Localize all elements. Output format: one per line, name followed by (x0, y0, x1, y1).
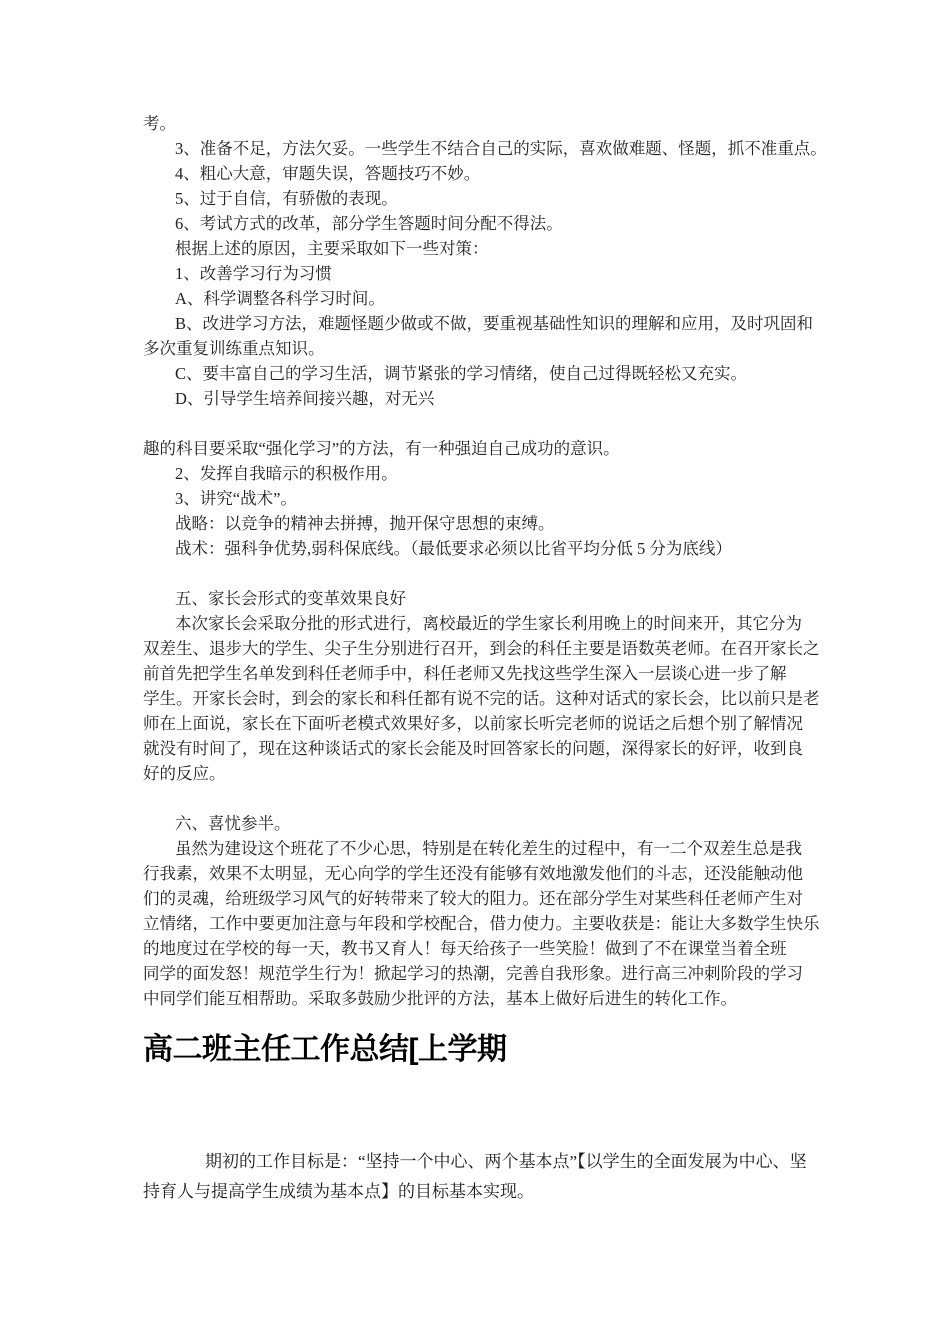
text-line: 的地度过在学校的每一天，教书又育人！每天给孩子一些笑脸！做到了不在课堂当着全班 (143, 939, 787, 958)
text-line: 前首先把学生名单发到科任老师手中，科任老师又先找这些学生深入一层谈心进一步了解 (143, 664, 787, 683)
text-line: 虽然为建设这个班花了不少心思，特别是在转化差生的过程中，有一二个双差生总是我 (175, 839, 802, 858)
text-line: 行我素，效果不太明显，无心向学的学生还没有能够有效地激发他们的斗志，还没能触动他 (143, 864, 803, 883)
text-line: D、引导学生培养间接兴趣，对无兴 (175, 389, 435, 408)
document-body-text (143, 111, 830, 1011)
text-line: 考。 (143, 114, 176, 133)
blank-line (143, 561, 830, 586)
text-line: 2、发挥自我暗示的积极作用。 (175, 464, 398, 483)
text-line: 根据上述的原因，主要采取如下一些对策： (175, 239, 489, 258)
text-line: 趣的科目要采取“强化学习”的方法，有一种强迫自己成功的意识。 (143, 439, 620, 458)
text-line: 战略：以竞争的精神去拼搏，抛开保守思想的束缚。 (175, 514, 555, 533)
text-line: 中同学们能互相帮助。采取多鼓励少批评的方法，基本上做好后进生的转化工作。 (143, 989, 737, 1008)
text-line: 持育人与提高学生成绩为基本点】的目标基本实现。 (143, 1182, 534, 1201)
text-line: 5、过于自信，有骄傲的表现。 (175, 189, 398, 208)
text-line: 师在上面说，家长在下面听老模式效果好多，以前家长听完老师的说话之后想个别了解情况 (143, 714, 803, 733)
text-line: 们的灵魂，给班级学习风气的好转带来了较大的阻力。还在部分学生对某些科任老师产生对 (143, 889, 803, 908)
closing-paragraph (143, 1147, 830, 1207)
text-line: A、科学调整各科学习时间。 (175, 289, 385, 308)
text-line: 五、家长会形式的变革效果良好 (175, 589, 406, 608)
text-line: 4、粗心大意，审题失误，答题技巧不妙。 (175, 164, 481, 183)
text-line: 3、准备不足，方法欠妥。一些学生不结合自己的实际，喜欢做难题、怪题，抓不准重点。 (175, 139, 827, 158)
text-line: 6、考试方式的改革，部分学生答题时间分配不得法。 (175, 214, 563, 233)
text-line: 好的反应。 (143, 764, 226, 783)
text-line: B、改进学习方法，难题怪题少做或不做，要重视基础性知识的理解和应用，及时巩固和 (175, 314, 814, 333)
text-line: 六、喜忧参半。 (175, 814, 291, 833)
text-line: 本次家长会采取分批的形式进行，离校最近的学生家长利用晚上的时间来开，其它分为 (175, 614, 802, 633)
text-line: 就没有时间了，现在这种谈话式的家长会能及时回答家长的问题，深得家长的好评，收到良 (143, 739, 803, 758)
blank-line (143, 411, 830, 436)
text-line: C、要丰富自己的学习生活，调节紧张的学习情绪，使自己过得既轻松又充实。 (175, 364, 748, 383)
text-line: 多次重复训练重点知识。 (143, 339, 325, 358)
text-line: 期初的工作目标是：“坚持一个中心、两个基本点”【以学生的全面发展为中心、坚 (205, 1152, 807, 1171)
section-heading: 高二班主任工作总结[上学期 (143, 1033, 507, 1066)
text-line: 1、改善学习行为习惯 (175, 264, 332, 283)
text-line: 立情绪，工作中要更加注意与年段和学校配合，借力使力。主要收获是：能让大多数学生快乐 (143, 914, 820, 933)
text-line: 双差生、退步大的学生、尖子生分别进行召开，到会的科任主要是语数英老师。在召开家长之 (143, 639, 820, 658)
blank-line (143, 786, 830, 811)
text-line: 战术：强科争优势,弱科保底线。（最低要求必须以比省平均分低 5 分为底线） (175, 539, 732, 558)
text-line: 同学的面发怒！规范学生行为！掀起学习的热潮，完善自我形象。进行高三冲刺阶段的学习 (143, 964, 803, 983)
text-line: 3、讲究“战术”。 (175, 489, 297, 508)
text-line: 学生。开家长会时，到会的家长和科任都有说不完的话。这种对话式的家长会，比以前只是老 (143, 689, 820, 708)
